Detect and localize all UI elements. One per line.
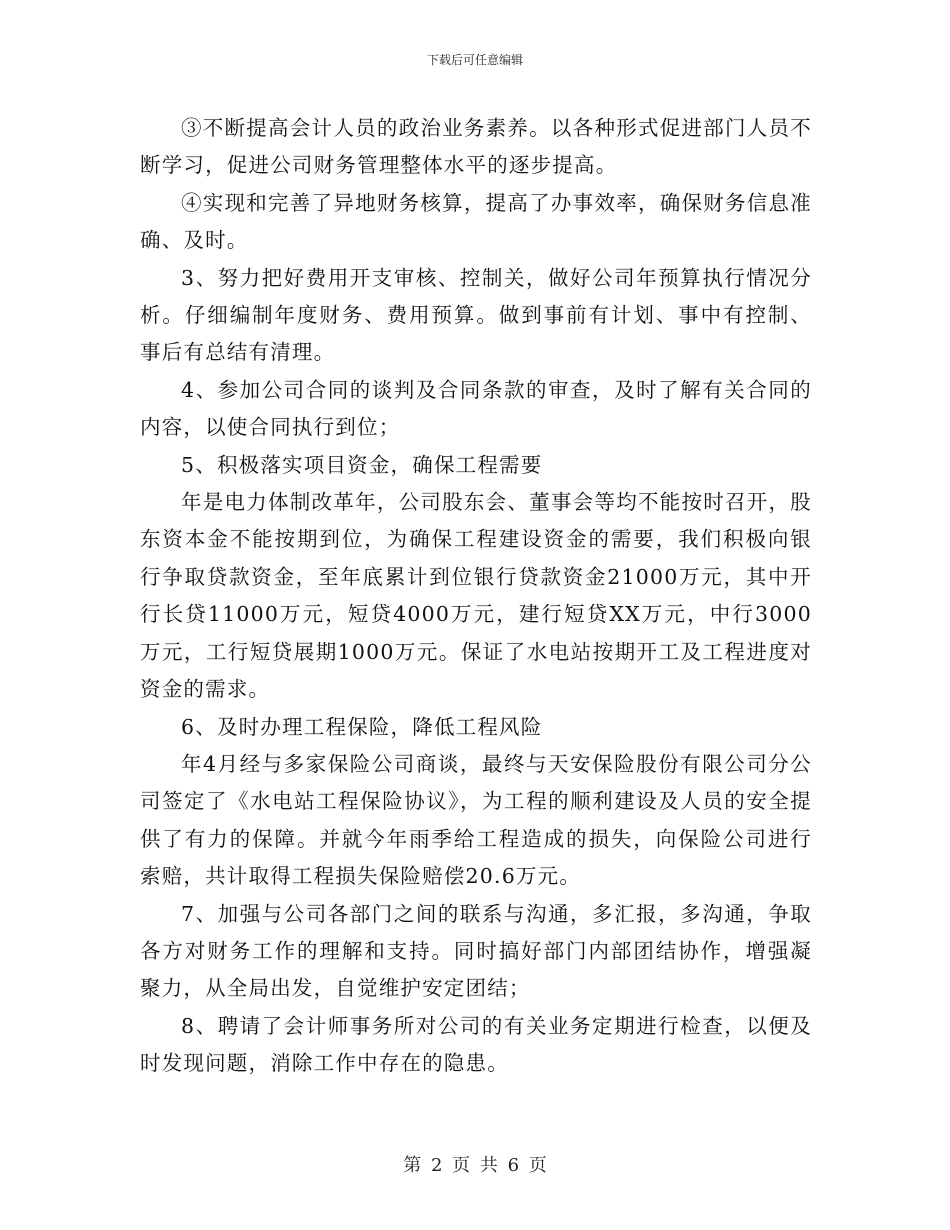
paragraph-section-6-heading: 6、及时办理工程保险，降低工程风险 xyxy=(181,714,543,739)
page-number-footer: 第 2 页 共 6 页 xyxy=(403,1155,547,1176)
paragraph-section-7: 7、加强与公司各部门之间的联系与沟通，多汇报，多沟通，争取各方对财务工作的理解和支持。同时搞好部门内部团结协作，增强凝聚力，从全局出发，自觉维护安定团结； xyxy=(140,901,812,1001)
page-header: 下载后可任意编辑 xyxy=(426,53,523,67)
paragraph-section-5-heading: 5、积极落实项目资金，确保工程需要 xyxy=(181,452,543,477)
paragraph-section-8: 8、聘请了会计师事务所对公司的有关业务定期进行检查，以便及时发现问题，消除工作中存在的隐患。 xyxy=(140,1013,812,1076)
paragraph-section-6-body: 年4月经与多家保险公司商谈，最终与天安保险股份有限公司分公司签定了《水电站工程保险协议》，为工程的顺利建设及人员的安全提供了有力的保障。并就今年雨季给工程造成的损失，向保险公司进行索赔，共计取得工程损失保险赔偿20.6万元。 xyxy=(140,751,812,889)
paragraph-section-5-body: 年是电力体制改革年，公司股东会、董事会等均不能按时召开，股东资本金不能按期到位，为确保工程建设资金的需要，我们积极向银行争取贷款资金，至年底累计到位银行贷款资金21000万元，其中开行长贷11000万元，短贷4000万元，建行短贷XX万元，中行3000万元，工行短贷展期1000万元。保证了水电站按期开工及工程进度对资金的需求。 xyxy=(140,490,812,702)
paragraph-section-4: 4、参加公司合同的谈判及合同条款的审查，及时了解有关合同的内容，以使合同执行到位； xyxy=(140,377,812,440)
paragraph-item-4-point: ④实现和完善了异地财务核算，提高了办事效率，确保财务信息准确、及时。 xyxy=(140,190,812,253)
paragraph-item-3-point: ③不断提高会计人员的政治业务素养。以各种形式促进部门人员不断学习，促进公司财务管理整体水平的逐步提高。 xyxy=(140,116,812,178)
document-body xyxy=(140,110,812,1083)
paragraph-section-3: 3、努力把好费用开支审核、控制关，做好公司年预算执行情况分析。仔细编制年度财务、费用预算。做到事前有计划、事中有控制、事后有总结有清理。 xyxy=(140,265,812,365)
